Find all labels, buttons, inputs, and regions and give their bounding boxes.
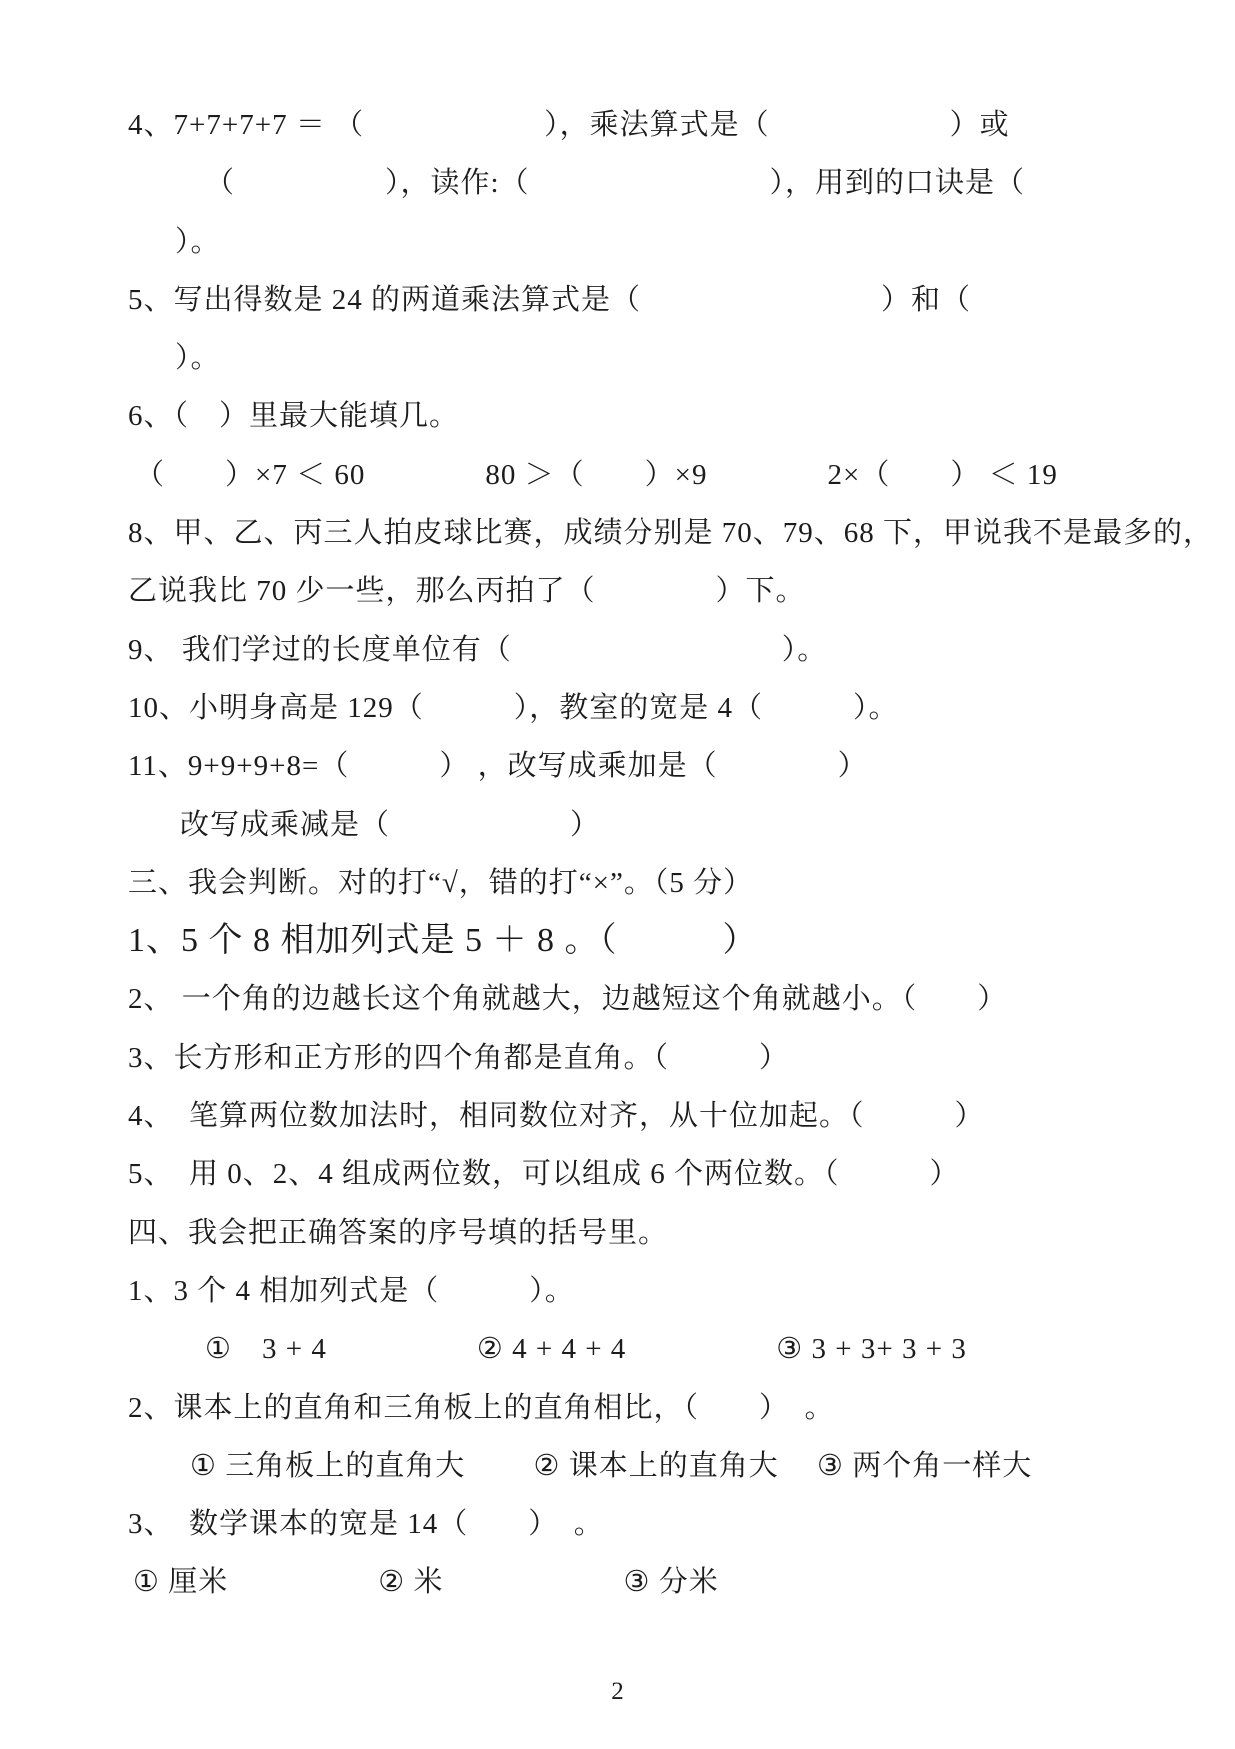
question-9: 9、 我们学过的长度单位有（ ）。 (128, 633, 828, 666)
question-5-line-1: 5、写出得数是 24 的两道乘法算式是（ ）和（ (128, 283, 972, 316)
choice-question-2: 2、课本上的直角和三角板上的直角相比，（ ） 。 (128, 1391, 835, 1424)
choice-question-1-options: ① 3 + 4 ② 4 + 4 + 4 ③ 3 + 3+ 3 + 3 (205, 1333, 967, 1366)
question-11-line-1: 11、9+9+9+8=（ ） ，改写成乘加是（ ） (128, 750, 868, 783)
page-number: 2 (611, 1678, 624, 1705)
choice-section-header: 四、我会把正确答案的序号填的括号里。 (128, 1216, 669, 1249)
judge-question-5: 5、 用 0、2、4 组成两位数，可以组成 6 个两位数。（ ） (128, 1158, 960, 1191)
choice-question-2-options: ① 三角板上的直角大 ② 课本上的直角大 ③ 两个角一样大 (190, 1449, 1033, 1482)
choice-question-3-options: ① 厘米 ② 米 ③ 分米 (133, 1566, 719, 1599)
question-8-line-1: 8、甲、乙、丙三人拍皮球比赛，成绩分别是 70、79、68 下，甲说我不是最多的， (128, 517, 1214, 550)
question-8-line-2: 乙说我比 70 少一些，那么丙拍了（ ）下。 (128, 575, 806, 608)
judge-question-4: 4、 笔算两位数加法时，相同数位对齐，从十位加起。（ ） (128, 1100, 985, 1133)
question-4-line-3: ）。 (175, 225, 221, 258)
worksheet-body (0, 96, 1235, 1612)
question-10: 10、小明身高是 129（ ），教室的宽是 4（ ）。 (128, 691, 899, 724)
judge-section-header: 三、我会判断。对的打“√，错的打“×”。（5 分） (128, 866, 754, 899)
choice-question-1: 1、3 个 4 相加列式是（ ）。 (128, 1274, 575, 1307)
judge-question-3: 3、长方形和正方形的四个角都是直角。（ ） (128, 1041, 790, 1074)
question-4-line-2: （ ），读作:（ ），用到的口诀是（ (205, 167, 1026, 200)
judge-question-1: 1、5 个 8 相加列式是 5 ＋ 8 。（ ） (128, 922, 758, 960)
choice-question-3: 3、 数学课本的宽是 14（ ） 。 (128, 1508, 604, 1541)
judge-question-2: 2、 一个角的边越长这个角就越大，边越短这个角就越小。（ ） (128, 983, 1008, 1016)
question-11-line-2: 改写成乘减是（ ） (180, 808, 601, 841)
question-5-line-2: ）。 (175, 342, 221, 375)
question-6-line-1: 6、（ ）里最大能填几。 (128, 400, 460, 433)
question-4-line-1: 4、7+7+7+7 ＝ （ ），乘法算式是（ ）或 (128, 109, 1010, 141)
question-6-inequalities: （ ）×7 ＜ 60 80 ＞（ ）×9 2×（ ） ＜ 19 (135, 458, 1058, 491)
